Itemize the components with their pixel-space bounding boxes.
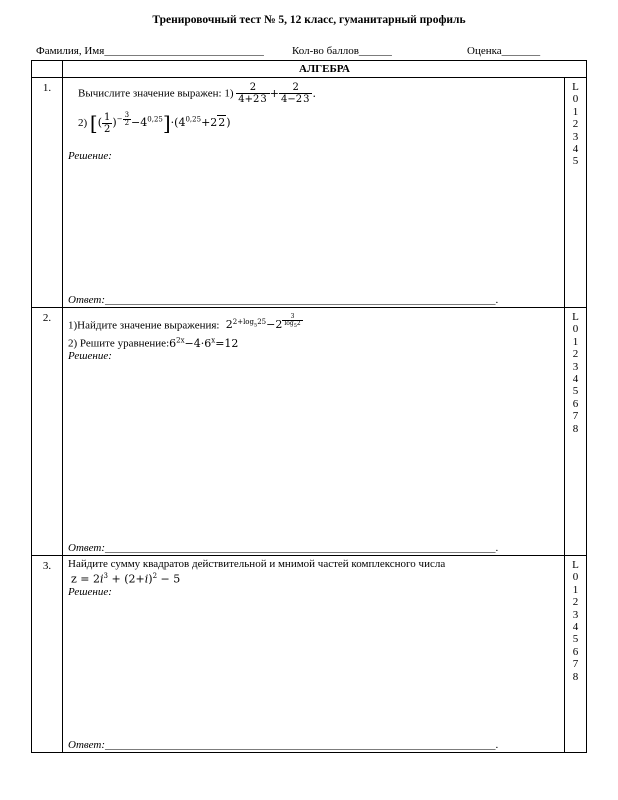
task3-solution-label: Решение:	[68, 586, 112, 598]
task3-expr: $z = 2i^3 + (2+i)^2 - 5$	[71, 572, 181, 586]
task3-answer	[68, 739, 498, 751]
points-field-label: Кол-во баллов______	[292, 45, 392, 57]
task2-expr1: $2^{2+log_525}-2$ $^{\frac{3}{\log_52}}$	[222, 313, 301, 332]
task-row	[32, 308, 587, 556]
task1-line2	[78, 111, 231, 135]
task-row	[32, 78, 587, 308]
task1-line1	[78, 82, 316, 105]
section-title: АЛГЕБРА	[63, 61, 587, 78]
grade-field-label: Оценка_______	[467, 45, 541, 57]
task2-line1	[68, 314, 303, 331]
task-number: 3.	[32, 556, 63, 753]
task-content	[63, 556, 565, 753]
task-content	[63, 78, 565, 308]
task1-prompt: Вычислите значение выражен: 1)	[78, 87, 234, 100]
task2-solution-label: Решение:	[68, 350, 112, 362]
test-table	[31, 60, 587, 753]
task1-expr2: [( $\frac{1}{2}$ )$^{- \frac{3}{2}}$ $-4^{0,25}]\cdot(4^{0,25}+22)$	[89, 110, 231, 135]
task2-prompt: 1)Найдите значение выражения:	[68, 319, 220, 332]
task2-answer-line: _______________________________________________________________________.	[105, 542, 499, 554]
task2-answer	[68, 542, 498, 554]
task-content	[63, 308, 565, 556]
task1-subprompt: 2)	[78, 117, 88, 129]
task2-line2	[68, 336, 238, 350]
task1-answer-line: _______________________________________________________________________.	[105, 294, 499, 306]
task1-answer	[68, 294, 498, 306]
task3-line1: Найдите сумму квадратов действительной и мнимой частей комплексного числа	[68, 558, 446, 570]
task3-answer-line: _______________________________________________________________________.	[105, 739, 499, 751]
task-row	[32, 556, 587, 753]
header-blank-cell	[32, 61, 63, 78]
name-field-label: Фамилия, Имя_____________________________	[36, 45, 264, 57]
task2-scores: L 0 1 2 3 4 5 6 7 8	[565, 308, 587, 556]
task1-scores: L 0 1 2 3 4 5	[565, 78, 587, 308]
task1-expr1: $\frac{2}{4+23}$ + $\frac{2}{4-23}$ .	[238, 82, 316, 105]
task3-answer-label: Ответ:	[68, 739, 106, 751]
task-number: 1.	[32, 78, 63, 308]
task1-answer-label: Ответ:	[68, 294, 106, 306]
task1-solution-label: Решение:	[68, 150, 112, 162]
task2-answer-label: Ответ:	[68, 542, 106, 554]
task3-scores: L 0 1 2 3 4 5 6 7 8	[565, 556, 587, 753]
page-title: Тренировочный тест № 5, 12 класс, гуманитарный профиль	[152, 14, 466, 26]
task2-subprompt: 2) Решите уравнение:	[68, 337, 170, 350]
task2-expr2: $6^{2x}-4\cdot 6^x=12$	[169, 336, 239, 350]
task-number: 2.	[32, 308, 63, 556]
